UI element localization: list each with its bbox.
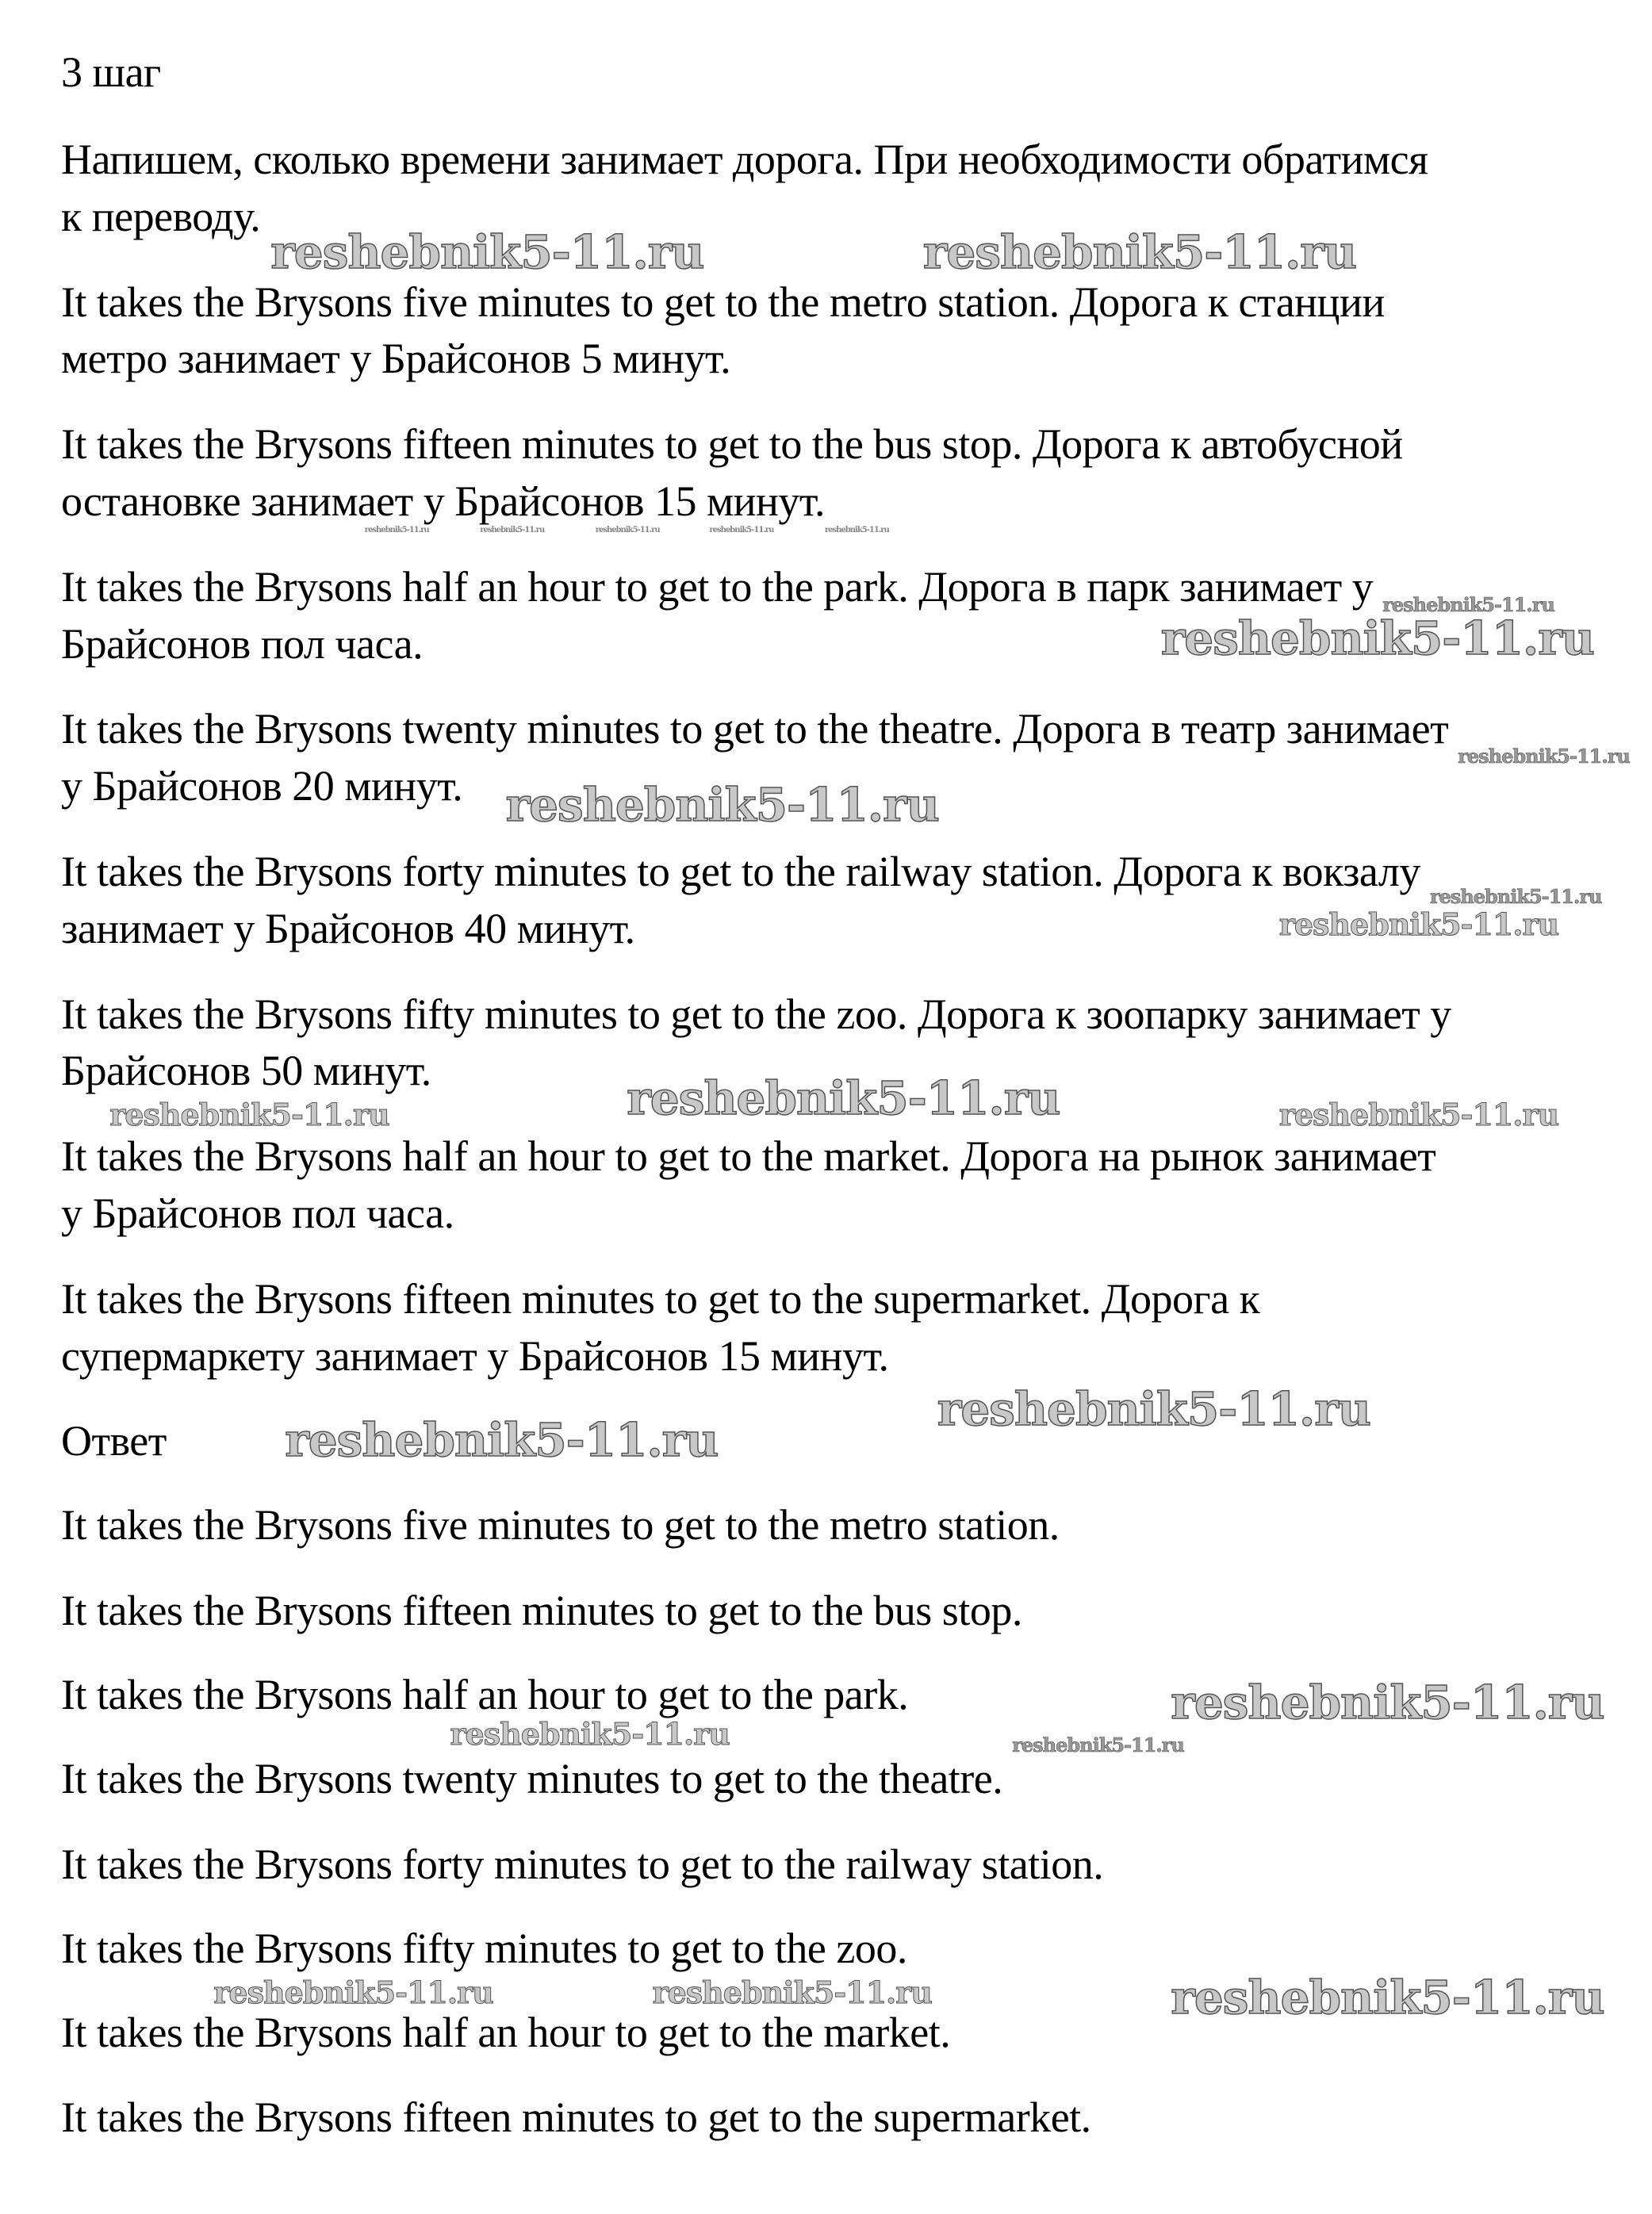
watermark: reshebnik5-11.ru xyxy=(450,1716,730,1752)
watermark: reshebnik5-11.ru xyxy=(109,1096,389,1132)
watermark: reshebnik5-11.ru xyxy=(627,1071,1060,1126)
watermark: reshebnik5-11.ru xyxy=(270,224,704,279)
text-line: к переводу. xyxy=(61,192,261,240)
watermark: reshebnik5-11.ru xyxy=(1382,592,1554,616)
text-line: супермаркету занимает у Брайсонов 15 минут. xyxy=(61,1331,889,1380)
text-line: Брайсонов 50 минут. xyxy=(61,1047,431,1095)
text-line: It takes the Brysons forty minutes to get to the railway station. Дорога к вокзалу xyxy=(61,847,1420,895)
text-line: It takes the Brysons fifteen minutes to get to the supermarket. xyxy=(61,2093,1091,2142)
watermark: reshebnik5-11.ru xyxy=(652,1974,932,2010)
answer-heading: Ответ xyxy=(61,1417,167,1465)
watermark: reshebnik5-11.ru xyxy=(922,224,1356,279)
text-line: Брайсонов пол часа. xyxy=(61,619,424,668)
text-line: It takes the Brysons forty minutes to get to the railway station. xyxy=(61,1840,1104,1888)
text-line: It takes the Brysons fifteen minutes to get to the bus stop. xyxy=(61,1587,1022,1635)
text-line: It takes the Brysons fifty minutes to get to the zoo. xyxy=(61,1924,907,1972)
text-line: It takes the Brysons fifteen minutes to get to the bus stop. Дорога к автобусной xyxy=(61,420,1403,469)
watermark: reshebnik5-11.ru xyxy=(1458,745,1630,768)
watermark: reshebnik5-11.ru xyxy=(937,1381,1370,1436)
text-line: занимает у Брайсонов 40 минут. xyxy=(61,904,635,952)
text-line: Напишем, сколько времени занимает дорога. При необходимости обратимся xyxy=(61,135,1428,183)
watermark: reshebnik5-11.ru xyxy=(595,526,660,535)
text-line: It takes the Brysons half an hour to get to the park. xyxy=(61,1671,909,1719)
text-line: It takes the Brysons fifteen minutes to get to the supermarket. Дорога к xyxy=(61,1274,1260,1323)
text-line: It takes the Brysons five minutes to get to the metro station. Дорога к станции xyxy=(61,278,1385,326)
text-line: у Брайсонов 20 минут. xyxy=(61,762,463,810)
text-line: остановке занимает у Брайсонов 15 минут. xyxy=(61,477,825,525)
text-line: It takes the Brysons fifty minutes to get to the zoo. Дорога к зоопарку занимает у xyxy=(61,990,1451,1038)
text-line: It takes the Brysons half an hour to get to the market. xyxy=(61,2008,951,2056)
watermark: reshebnik5-11.ru xyxy=(1278,906,1559,942)
text-line: метро занимает у Брайсонов 5 минут. xyxy=(61,335,731,383)
watermark: reshebnik5-11.ru xyxy=(213,1974,493,2010)
watermark: reshebnik5-11.ru xyxy=(1278,1097,1559,1133)
watermark: reshebnik5-11.ru xyxy=(1171,1970,1604,2024)
watermark: reshebnik5-11.ru xyxy=(1171,1675,1604,1729)
text-line: It takes the Brysons half an hour to get to the market. Дорога на рынок занимает xyxy=(61,1132,1436,1181)
step-heading: 3 шаг xyxy=(61,48,161,97)
watermark: reshebnik5-11.ru xyxy=(364,526,429,535)
watermark: reshebnik5-11.ru xyxy=(1012,1733,1184,1756)
text-line: у Брайсонов пол часа. xyxy=(61,1189,454,1237)
watermark: reshebnik5-11.ru xyxy=(709,526,774,535)
text-line: It takes the Brysons twenty minutes to get to the theatre. xyxy=(61,1755,1003,1802)
text-line: It takes the Brysons five minutes to get to the metro station. xyxy=(61,1501,1060,1549)
text-line: It takes the Brysons half an hour to get to the park. Дорога в парк занимает у xyxy=(61,562,1374,611)
watermark: reshebnik5-11.ru xyxy=(1160,611,1594,666)
watermark: reshebnik5-11.ru xyxy=(824,526,889,535)
watermark: reshebnik5-11.ru xyxy=(505,778,939,833)
watermark: reshebnik5-11.ru xyxy=(1429,884,1602,908)
watermark: reshebnik5-11.ru xyxy=(480,526,545,535)
text-line: It takes the Brysons twenty minutes to get to the theatre. Дорога в театр занимает xyxy=(61,705,1449,753)
watermark: reshebnik5-11.ru xyxy=(285,1413,719,1468)
